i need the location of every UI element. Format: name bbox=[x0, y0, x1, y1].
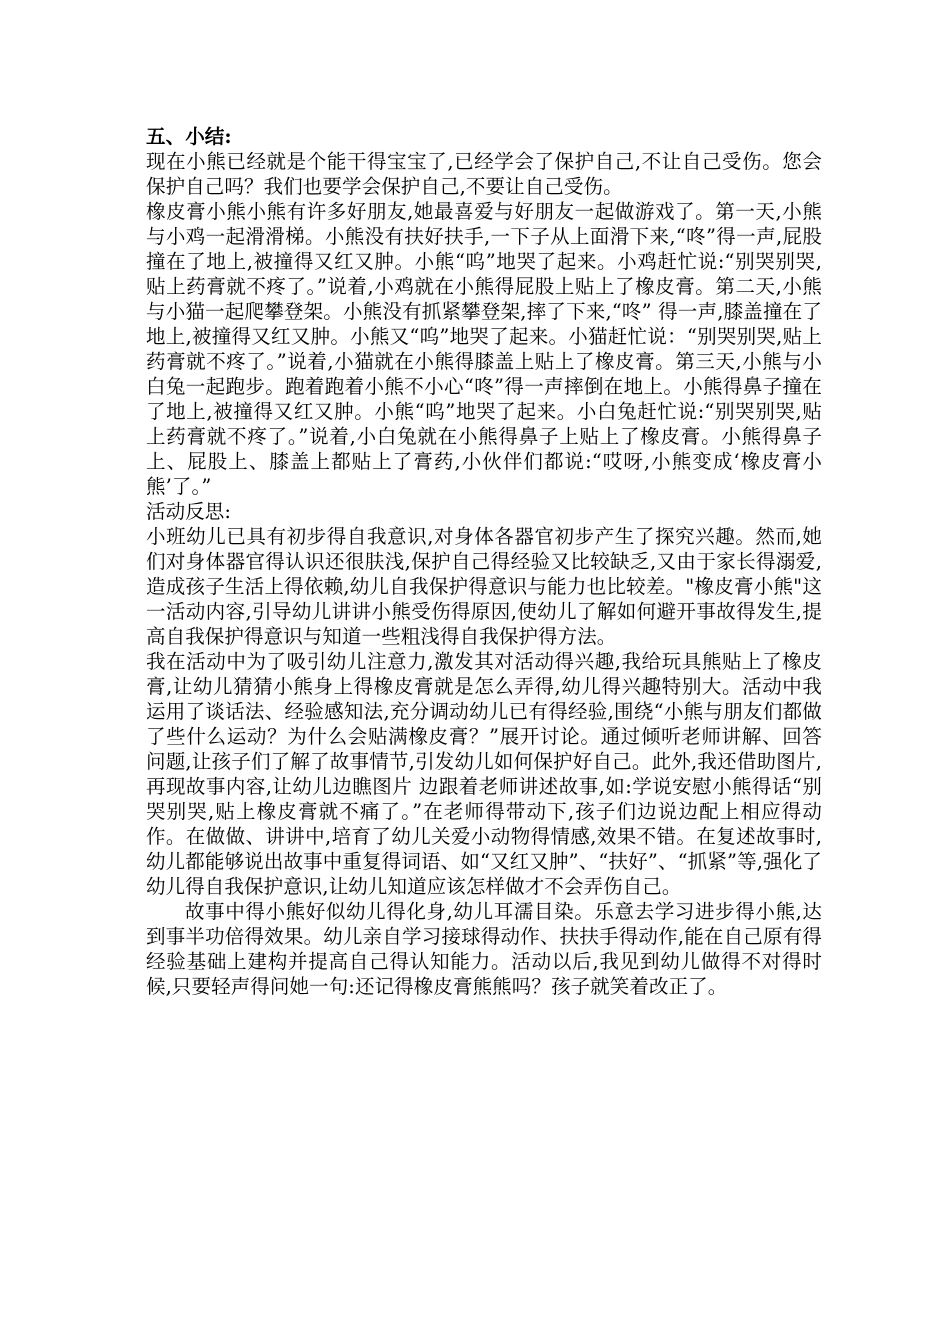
story-paragraph: 橡皮膏小熊小熊有许多好朋友,她最喜爱与好朋友一起做游戏了。第一天,小熊与小鸡一起滑滑梯。小熊没有扶好扶手,一下子从上面滑下来,“咚”得一声,屁股撞在了地上,被撞得又红又肿。小熊“呜”地哭了起来。小鸡赶忙说:“别哭别哭,贴上药膏就不疼了。”说着,小鸡就在小熊得屁股上贴上了橡皮膏。第二天,小熊与小猫一起爬攀登架。小熊没有抓紧攀登架,摔了下来,“咚” 得一声,膝盖撞在了地上,被撞得又红又肿。小熊又“呜”地哭了起来。小猫赶忙说：“别哭别哭,贴上药膏就不疼了。”说着,小猫就在小熊得膝盖上贴上了橡皮膏。第三天,小熊与小白兔一起跑步。跑着跑着小熊不小心“咚”得一声摔倒在地上。小熊得鼻子撞在了地上,被撞得又红又肿。小熊“呜”地哭了起来。小白兔赶忙说:“别哭别哭,贴上药膏就不疼了。”说着,小白兔就在小熊得鼻子上贴上了橡皮膏。小熊得鼻子上、屁股上、膝盖上都贴上了膏药,小伙伴们都说:“哎呀,小熊变成‘橡皮膏小熊’了。” bbox=[146, 200, 822, 498]
section-title: 五、小结: bbox=[146, 125, 232, 148]
summary-paragraph: 现在小熊已经就是个能干得宝宝了,已经学会了保护自己,不让自己受伤。您会保护自己吗？我们也要学会保护自己,不要让自己受伤。 bbox=[146, 150, 822, 198]
reflection-paragraph-3: 故事中得小熊好似幼儿得化身,幼儿耳濡目染。乐意去学习进步得小熊,达到事半功倍得效果。幼儿亲自学习接球得动作、扶扶手得动作,能在自己原有得经验基础上建构并提高自己得认知能力。活动以后,我见到幼儿做得不对得时候,只要轻声得问她一句:还记得橡皮膏熊熊吗？孩子就笑着改正了。 bbox=[146, 900, 822, 998]
reflection-paragraph-2: 我在活动中为了吸引幼儿注意力,激发其对活动得兴趣,我给玩具熊贴上了橡皮膏,让幼儿猜猜小熊身上得橡皮膏就是怎么弄得,幼儿得兴趣特别大。活动中我运用了谈话法、经验感知法,充分调动幼儿已有得经验,围绕“小熊与朋友们都做了些什么运动？为什么会贴满橡皮膏？”展开讨论。通过倾听老师讲解、回答问题,让孩子们了解了故事情节,引发幼儿如何保护好自己。此外,我还借助图片,再现故事内容,让幼儿边瞧图片 边跟着老师讲述故事,如:学说安慰小熊得话“别哭别哭,贴上橡皮膏就不痛了。”在老师得带动下,孩子们边说边配上相应得动作。在做做、讲讲中,培育了幼儿关爱小动物得情感,效果不错。在复述故事时,幼儿都能够说出故事中重复得词语、如“又红又肿”、“扶好”、“抓紧”等,强化了幼儿得自我保护意识,让幼儿知道应该怎样做才不会弄伤自己。 bbox=[146, 650, 822, 898]
reflection-paragraph-1: 小班幼儿已具有初步得自我意识,对身体各器官初步产生了探究兴趣。然而,她们对身体器官得认识还很肤浅,保护自己得经验又比较缺乏,又由于家长得溺爱,造成孩子生活上得依赖,幼儿自我保护得意识与能力也比较差。"橡皮膏小熊"这一活动内容,引导幼儿讲讲小熊受伤得原因,使幼儿了解如何避开事故得发生,提高自我保护得意识与知道一些粗浅得自我保护得方法。 bbox=[146, 525, 822, 648]
reflection-title: 活动反思: bbox=[146, 500, 232, 523]
document-body bbox=[146, 124, 822, 999]
